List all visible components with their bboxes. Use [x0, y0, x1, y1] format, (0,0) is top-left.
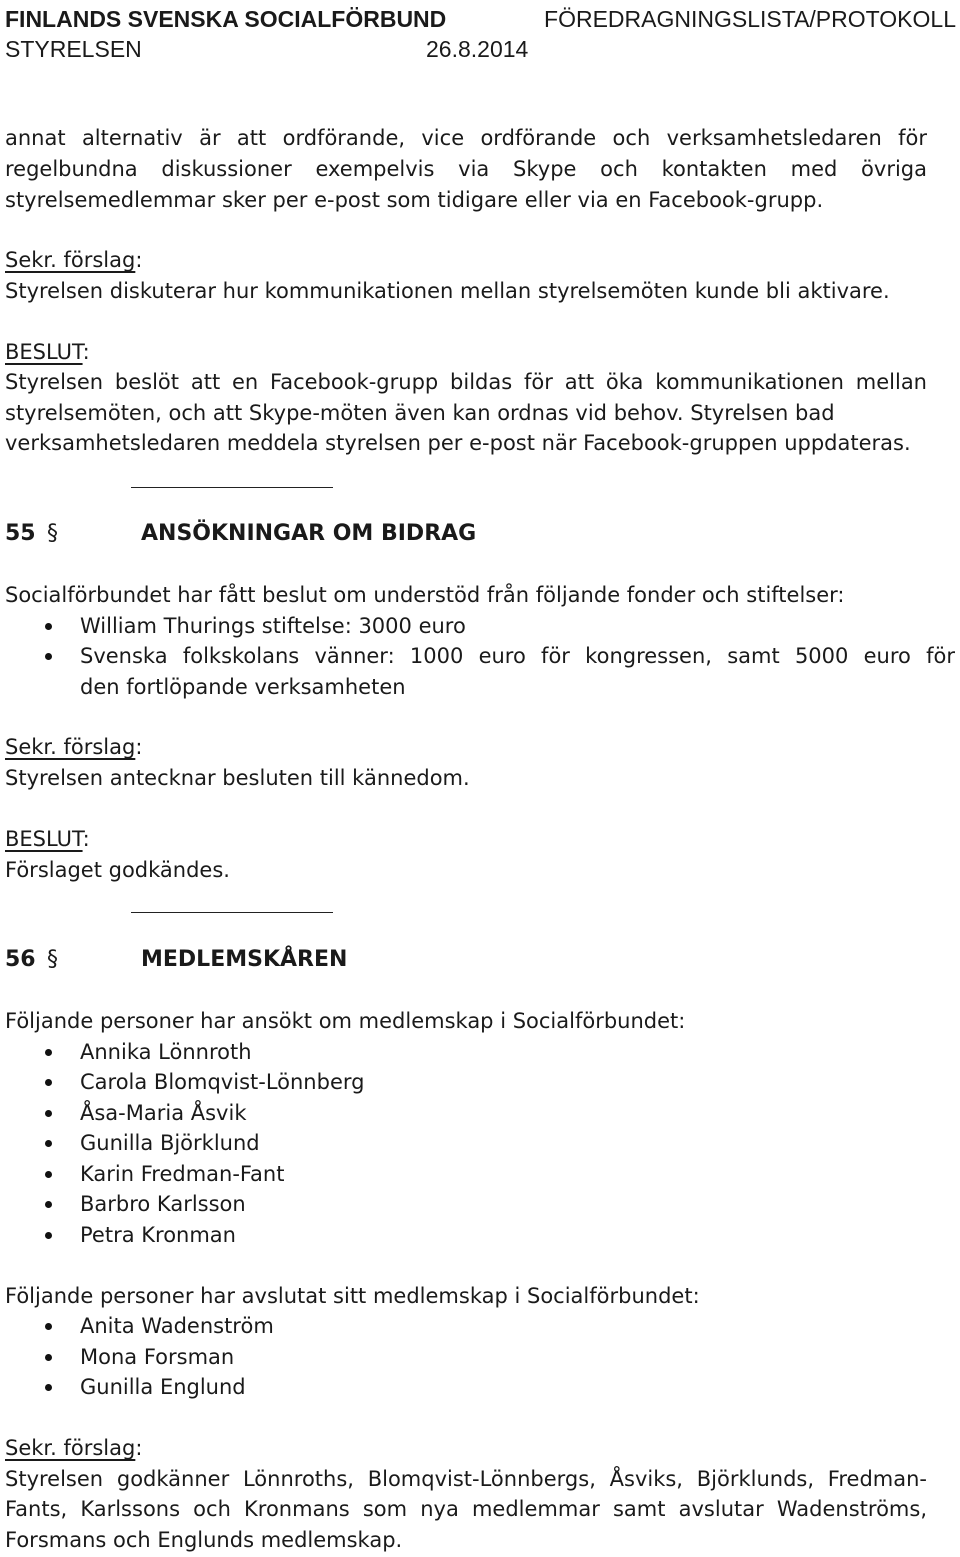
decision-line: Styrelsen beslöt att en Facebook-grupp bildas för att öka kommunikationen mellan — [5, 370, 927, 394]
document-type: FÖREDRAGNINGSLISTA/PROTOKOLL — [544, 6, 956, 32]
proposal-line: Forsmans och Englunds medlemskap. — [5, 1528, 403, 1552]
list-item: Gunilla Englund — [80, 1372, 246, 1403]
list-item: Barbro Karlsson — [80, 1189, 246, 1220]
intro-line: annat alternativ är att ordförande, vice ordförande och verksamhetsledaren för — [5, 126, 927, 150]
list-item: Mona Forsman — [80, 1342, 234, 1373]
proposal-line: Fants, Karlssons och Kronmans som nya medlemmar samt avslutar Wadenströms, — [5, 1497, 927, 1521]
list-item: Annika Lönnroth — [80, 1037, 252, 1068]
list-item: Carola Blomqvist-Lönnberg — [80, 1067, 364, 1098]
list-item: Åsa-Maria Åsvik — [80, 1098, 246, 1129]
list-item: William Thurings stiftelse: 3000 euro — [80, 611, 466, 642]
proposal-label: Sekr. förslag: — [5, 735, 143, 759]
section-number: 56 — [5, 947, 36, 972]
list-item: Anita Wadenström — [80, 1311, 274, 1342]
organization-name: FINLANDS SVENSKA SOCIALFÖRBUND — [5, 6, 447, 32]
decision-label: BESLUT: — [5, 827, 90, 851]
section-title: ANSÖKNINGAR OM BIDRAG — [141, 521, 477, 546]
section-intro: Följande personer har ansökt om medlemskap i Socialförbundet: — [5, 1009, 686, 1033]
proposal-line: Styrelsen godkänner Lönnroths, Blomqvist-Lönnbergs, Åsviks, Björklunds, Fredman- — [5, 1467, 927, 1491]
separator-rule — [131, 487, 333, 488]
meeting-date: 26.8.2014 — [426, 36, 529, 62]
decision-line: styrelsemöten, och att Skype-möten även kan ordnas vid behov. Styrelsen bad — [5, 401, 835, 425]
section-number: 55 — [5, 521, 36, 546]
list-item: Petra Kronman — [80, 1220, 236, 1251]
section-title: MEDLEMSKÅREN — [141, 947, 348, 972]
list-item: Karin Fredman-Fant — [80, 1159, 284, 1190]
proposal-text: Styrelsen antecknar besluten till kännedom. — [5, 766, 470, 790]
paragraph-symbol: § — [47, 947, 58, 972]
list-item: Gunilla Björklund — [80, 1128, 260, 1159]
decision-text: Förslaget godkändes. — [5, 858, 230, 882]
list-item: Svenska folkskolans vänner: 1000 euro för kongressen, samt 5000 euro för — [80, 641, 955, 672]
proposal-label: Sekr. förslag: — [5, 248, 143, 272]
list-item-continuation: den fortlöpande verksamheten — [80, 675, 406, 699]
decision-line: verksamhetsledaren meddela styrelsen per e-post när Facebook-gruppen uppdateras. — [5, 431, 911, 455]
decision-label: BESLUT: — [5, 340, 90, 364]
proposal-text: Styrelsen diskuterar hur kommunikationen mellan styrelsemöten kunde bli aktivare. — [5, 279, 890, 303]
board-name: STYRELSEN — [5, 36, 142, 62]
paragraph-symbol: § — [47, 521, 58, 546]
intro-line: styrelsemedlemmar sker per e-post som tidigare eller via en Facebook-grupp. — [5, 188, 824, 212]
section-intro: Följande personer har avslutat sitt medlemskap i Socialförbundet: — [5, 1284, 700, 1308]
section-intro: Socialförbundet har fått beslut om understöd från följande fonder och stiftelser: — [5, 583, 845, 607]
proposal-label: Sekr. förslag: — [5, 1436, 143, 1460]
intro-line: regelbundna diskussioner exempelvis via Skype och kontakten med övriga — [5, 157, 927, 181]
separator-rule — [131, 912, 333, 913]
